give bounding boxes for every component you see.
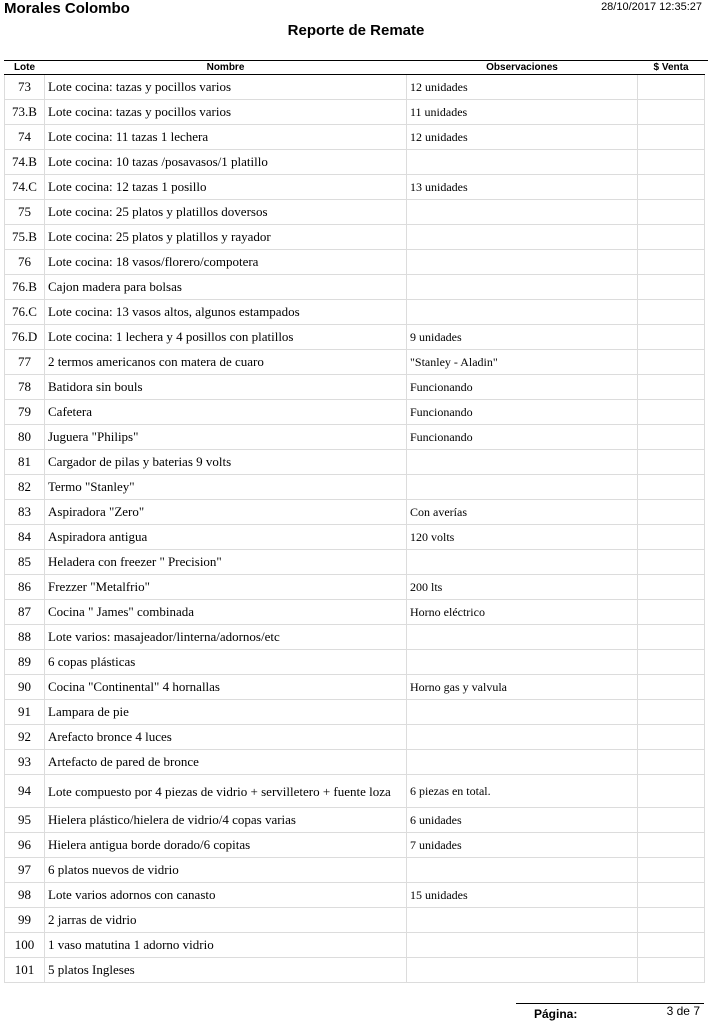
- nombre-cell: Aspiradora antigua: [45, 525, 407, 550]
- lote-cell: 90: [5, 675, 45, 700]
- table-row: [5, 250, 705, 275]
- lote-cell: 77: [5, 350, 45, 375]
- table-row: [5, 775, 705, 808]
- venta-cell: [638, 600, 705, 625]
- lote-cell: 101: [5, 958, 45, 983]
- observaciones-cell: Funcionando: [407, 400, 638, 425]
- nombre-cell: Cocina "Continental" 4 hornallas: [45, 675, 407, 700]
- nombre-cell: 2 termos americanos con matera de cuaro: [45, 350, 407, 375]
- venta-cell: [638, 858, 705, 883]
- venta-cell: [638, 100, 705, 125]
- venta-cell: [638, 625, 705, 650]
- nombre-cell: Hielera antigua borde dorado/6 copitas: [45, 833, 407, 858]
- table-row: [5, 700, 705, 725]
- lote-cell: 76.C: [5, 300, 45, 325]
- observaciones-cell: 11 unidades: [407, 100, 638, 125]
- lote-cell: 74.C: [5, 175, 45, 200]
- nombre-cell: Lote cocina: 1 lechera y 4 posillos con platillos: [45, 325, 407, 350]
- nombre-cell: Aspiradora "Zero": [45, 500, 407, 525]
- nombre-cell: Lote cocina: 18 vasos/florero/compotera: [45, 250, 407, 275]
- venta-cell: [638, 175, 705, 200]
- lote-cell: 96: [5, 833, 45, 858]
- lote-cell: 100: [5, 933, 45, 958]
- table-row: [5, 650, 705, 675]
- table-row: [5, 175, 705, 200]
- nombre-cell: Lote varios: masajeador/linterna/adornos/etc: [45, 625, 407, 650]
- venta-cell: [638, 200, 705, 225]
- observaciones-cell: 6 piezas en total.: [407, 775, 638, 808]
- lote-cell: 74.B: [5, 150, 45, 175]
- venta-cell: [638, 675, 705, 700]
- venta-cell: [638, 808, 705, 833]
- venta-cell: [638, 700, 705, 725]
- nombre-cell: Lote compuesto por 4 piezas de vidrio + servilletero + fuente loza: [45, 775, 407, 808]
- table-row: [5, 883, 705, 908]
- table-row: [5, 750, 705, 775]
- lote-cell: 82: [5, 475, 45, 500]
- company-name: Morales Colombo: [4, 0, 130, 17]
- table-row: [5, 808, 705, 833]
- venta-cell: [638, 908, 705, 933]
- venta-cell: [638, 150, 705, 175]
- nombre-cell: 6 copas plásticas: [45, 650, 407, 675]
- observaciones-cell: Funcionando: [407, 375, 638, 400]
- lote-cell: 83: [5, 500, 45, 525]
- observaciones-cell: Horno gas y valvula: [407, 675, 638, 700]
- observaciones-cell: [407, 475, 638, 500]
- table-row: [5, 275, 705, 300]
- venta-cell: [638, 350, 705, 375]
- nombre-cell: Lote cocina: 11 tazas 1 lechera: [45, 125, 407, 150]
- table-row: [5, 525, 705, 550]
- observaciones-cell: 9 unidades: [407, 325, 638, 350]
- lote-cell: 76: [5, 250, 45, 275]
- nombre-cell: Lote cocina: tazas y pocillos varios: [45, 100, 407, 125]
- venta-cell: [638, 750, 705, 775]
- table-row: [5, 450, 705, 475]
- lote-cell: 91: [5, 700, 45, 725]
- nombre-cell: Lampara de pie: [45, 700, 407, 725]
- lote-cell: 89: [5, 650, 45, 675]
- observaciones-cell: [407, 625, 638, 650]
- table-row: [5, 858, 705, 883]
- table-row: [5, 833, 705, 858]
- col-header-lote: Lote: [5, 61, 45, 75]
- nombre-cell: Juguera "Philips": [45, 425, 407, 450]
- venta-cell: [638, 575, 705, 600]
- venta-cell: [638, 300, 705, 325]
- table-row: [5, 200, 705, 225]
- observaciones-cell: "Stanley - Aladin": [407, 350, 638, 375]
- venta-cell: [638, 833, 705, 858]
- lote-cell: 94: [5, 775, 45, 808]
- lote-cell: 87: [5, 600, 45, 625]
- page-label: Página:: [534, 1007, 578, 1021]
- observaciones-cell: [407, 750, 638, 775]
- col-header-nombre: Nombre: [45, 61, 407, 75]
- venta-cell: [638, 125, 705, 150]
- observaciones-cell: 15 unidades: [407, 883, 638, 908]
- table-body: [5, 75, 705, 983]
- page-number: 3 de 7: [666, 1004, 700, 1018]
- nombre-cell: Lote cocina: 12 tazas 1 posillo: [45, 175, 407, 200]
- observaciones-cell: Funcionando: [407, 425, 638, 450]
- lote-cell: 84: [5, 525, 45, 550]
- observaciones-cell: 200 lts: [407, 575, 638, 600]
- lote-cell: 88: [5, 625, 45, 650]
- venta-cell: [638, 425, 705, 450]
- nombre-cell: Lote varios adornos con canasto: [45, 883, 407, 908]
- nombre-cell: 6 platos nuevos de vidrio: [45, 858, 407, 883]
- observaciones-cell: [407, 275, 638, 300]
- table-row: [5, 575, 705, 600]
- observaciones-cell: [407, 933, 638, 958]
- table-row: [5, 300, 705, 325]
- venta-cell: [638, 775, 705, 808]
- lote-cell: 76.D: [5, 325, 45, 350]
- venta-cell: [638, 375, 705, 400]
- observaciones-cell: [407, 650, 638, 675]
- observaciones-cell: 120 volts: [407, 525, 638, 550]
- venta-cell: [638, 275, 705, 300]
- observaciones-cell: [407, 300, 638, 325]
- venta-cell: [638, 475, 705, 500]
- col-header-venta: $ Venta: [638, 61, 705, 75]
- observaciones-cell: [407, 700, 638, 725]
- table-row: [5, 375, 705, 400]
- nombre-cell: Artefacto de pared de bronce: [45, 750, 407, 775]
- nombre-cell: Frezzer "Metalfrio": [45, 575, 407, 600]
- lote-cell: 78: [5, 375, 45, 400]
- table-row: [5, 933, 705, 958]
- lote-cell: 75: [5, 200, 45, 225]
- lote-cell: 73.B: [5, 100, 45, 125]
- observaciones-cell: [407, 908, 638, 933]
- observaciones-cell: [407, 250, 638, 275]
- nombre-cell: 1 vaso matutina 1 adorno vidrio: [45, 933, 407, 958]
- observaciones-cell: Horno eléctrico: [407, 600, 638, 625]
- lote-cell: 97: [5, 858, 45, 883]
- observaciones-cell: 12 unidades: [407, 75, 638, 100]
- nombre-cell: 2 jarras de vidrio: [45, 908, 407, 933]
- observaciones-cell: [407, 150, 638, 175]
- table-row: [5, 475, 705, 500]
- nombre-cell: Lote cocina: 25 platos y platillos y rayador: [45, 225, 407, 250]
- lote-cell: 92: [5, 725, 45, 750]
- table-row: [5, 675, 705, 700]
- lote-cell: 99: [5, 908, 45, 933]
- lote-cell: 74: [5, 125, 45, 150]
- table-row: [5, 958, 705, 983]
- lote-cell: 79: [5, 400, 45, 425]
- observaciones-cell: [407, 725, 638, 750]
- nombre-cell: Lote cocina: 13 vasos altos, algunos estampados: [45, 300, 407, 325]
- observaciones-cell: 13 unidades: [407, 175, 638, 200]
- observaciones-cell: [407, 958, 638, 983]
- observaciones-cell: 12 unidades: [407, 125, 638, 150]
- venta-cell: [638, 650, 705, 675]
- auction-table: [4, 61, 705, 983]
- venta-cell: [638, 958, 705, 983]
- lote-cell: 98: [5, 883, 45, 908]
- observaciones-cell: 6 unidades: [407, 808, 638, 833]
- nombre-cell: Termo "Stanley": [45, 475, 407, 500]
- table-row: [5, 100, 705, 125]
- nombre-cell: 5 platos Ingleses: [45, 958, 407, 983]
- nombre-cell: Lote cocina: 25 platos y platillos doversos: [45, 200, 407, 225]
- report-datetime: 28/10/2017 12:35:27: [601, 1, 702, 13]
- table-row: [5, 600, 705, 625]
- table-row: [5, 150, 705, 175]
- lote-cell: 86: [5, 575, 45, 600]
- nombre-cell: Cocina " James" combinada: [45, 600, 407, 625]
- report-title: Reporte de Remate: [287, 22, 425, 39]
- lote-cell: 75.B: [5, 225, 45, 250]
- observaciones-cell: [407, 450, 638, 475]
- table-row: [5, 325, 705, 350]
- nombre-cell: Arefacto bronce 4 luces: [45, 725, 407, 750]
- table-row: [5, 350, 705, 375]
- nombre-cell: Cajon madera para bolsas: [45, 275, 407, 300]
- nombre-cell: Heladera con freezer " Precision": [45, 550, 407, 575]
- table-row: [5, 550, 705, 575]
- table-row: [5, 625, 705, 650]
- lote-cell: 93: [5, 750, 45, 775]
- observaciones-cell: [407, 858, 638, 883]
- observaciones-cell: 7 unidades: [407, 833, 638, 858]
- table-row: [5, 75, 705, 100]
- venta-cell: [638, 550, 705, 575]
- table-row: [5, 400, 705, 425]
- observaciones-cell: [407, 550, 638, 575]
- venta-cell: [638, 75, 705, 100]
- venta-cell: [638, 933, 705, 958]
- lote-cell: 73: [5, 75, 45, 100]
- lote-cell: 95: [5, 808, 45, 833]
- table-row: [5, 125, 705, 150]
- lote-cell: 85: [5, 550, 45, 575]
- venta-cell: [638, 725, 705, 750]
- observaciones-cell: Con averías: [407, 500, 638, 525]
- venta-cell: [638, 250, 705, 275]
- lote-cell: 76.B: [5, 275, 45, 300]
- nombre-cell: Lote cocina: tazas y pocillos varios: [45, 75, 407, 100]
- col-header-observaciones: Observaciones: [407, 61, 638, 75]
- table-row: [5, 500, 705, 525]
- table-row: [5, 725, 705, 750]
- table-row: [5, 908, 705, 933]
- venta-cell: [638, 500, 705, 525]
- venta-cell: [638, 450, 705, 475]
- lote-cell: 81: [5, 450, 45, 475]
- nombre-cell: Cafetera: [45, 400, 407, 425]
- venta-cell: [638, 400, 705, 425]
- observaciones-cell: [407, 200, 638, 225]
- nombre-cell: Batidora sin bouls: [45, 375, 407, 400]
- venta-cell: [638, 883, 705, 908]
- nombre-cell: Hielera plástico/hielera de vidrio/4 copas varias: [45, 808, 407, 833]
- nombre-cell: Lote cocina: 10 tazas /posavasos/1 platillo: [45, 150, 407, 175]
- table-row: [5, 425, 705, 450]
- table-row: [5, 225, 705, 250]
- nombre-cell: Cargador de pilas y baterias 9 volts: [45, 450, 407, 475]
- venta-cell: [638, 525, 705, 550]
- observaciones-cell: [407, 225, 638, 250]
- table-header-row: [5, 61, 705, 75]
- lote-cell: 80: [5, 425, 45, 450]
- venta-cell: [638, 325, 705, 350]
- venta-cell: [638, 225, 705, 250]
